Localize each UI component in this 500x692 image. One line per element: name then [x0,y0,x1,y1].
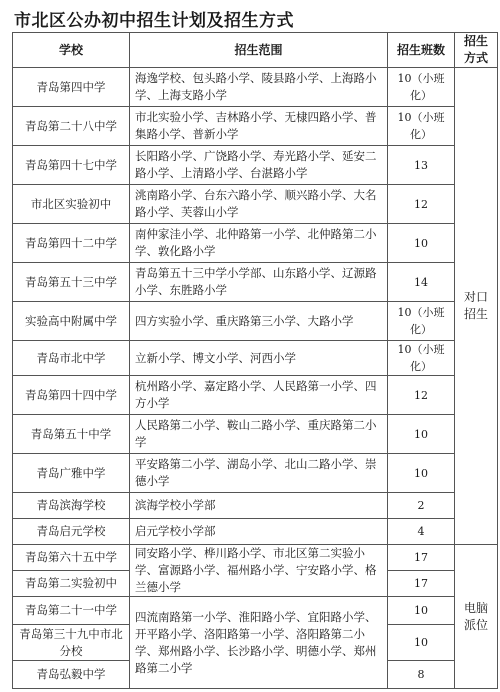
classes-cell: 10 [388,625,455,661]
table-row [13,263,498,302]
range-cell: 滨海学校小学部 [130,493,388,519]
classes-cell: 10（小班化） [388,68,455,107]
classes-cell: 17 [388,571,455,597]
classes-cell: 12 [388,376,455,415]
table-row [13,454,498,493]
school-cell: 青岛滨海学校 [13,493,130,519]
school-cell: 青岛第五十中学 [13,415,130,454]
header-school: 学校 [13,33,130,68]
table-row [13,415,498,454]
page-title: 市北区公办初中招生计划及招生方式 [14,11,294,31]
classes-cell: 10 [388,224,455,263]
school-cell: 青岛第四十二中学 [13,224,130,263]
classes-cell: 2 [388,493,455,519]
school-cell: 青岛第四中学 [13,68,130,107]
enrollment-table [12,32,498,689]
classes-cell: 17 [388,545,455,571]
classes-cell: 12 [388,185,455,224]
range-cell: 青岛第五十三中学小学部、山东路小学、辽源路小学、东胜路小学 [130,263,388,302]
header-method: 招生方式 [455,33,498,68]
range-cell: 市北实验小学、吉林路小学、无棣四路小学、普集路小学、普新小学 [130,107,388,146]
school-cell: 青岛第四十四中学 [13,376,130,415]
range-cell: 人民路第二小学、鞍山二路小学、重庆路第二小学 [130,415,388,454]
range-cell: 立新小学、博文小学、河西小学 [130,341,388,376]
table-row [13,224,498,263]
classes-cell: 10 [388,415,455,454]
school-cell: 青岛第五十三中学 [13,263,130,302]
classes-cell: 8 [388,661,455,689]
range-cell: 海逸学校、包头路小学、陵县路小学、上海路小学、上海支路小学 [130,68,388,107]
table-row [13,68,498,107]
school-cell: 市北区实验初中 [13,185,130,224]
range-cell: 杭州路小学、嘉定路小学、人民路第一小学、四方小学 [130,376,388,415]
table-row [13,545,498,571]
range-cell: 南仲家洼小学、北仲路第一小学、北仲路第二小学、敦化路小学 [130,224,388,263]
table-row [13,341,498,376]
classes-cell: 10 [388,454,455,493]
classes-cell: 10（小班化） [388,107,455,146]
classes-cell: 10（小班化） [388,302,455,341]
classes-cell: 13 [388,146,455,185]
range-cell: 平安路第二小学、湖岛小学、北山二路小学、崇德小学 [130,454,388,493]
table-header-row [13,33,498,68]
range-cell-shared: 同安路小学、桦川路小学、市北区第二实验小学、富源路小学、福州路小学、宁安路小学、格兰德小学 [130,545,388,597]
range-cell: 洮南路小学、台东六路小学、顺兴路小学、大名路小学、芙蓉山小学 [130,185,388,224]
table-row [13,597,498,625]
table-row [13,107,498,146]
range-cell: 长阳路小学、广饶路小学、寿光路小学、延安二路小学、上清路小学、台湛路小学 [130,146,388,185]
table-row [13,146,498,185]
table-row [13,376,498,415]
classes-cell: 4 [388,519,455,545]
range-cell: 四方实验小学、重庆路第三小学、大路小学 [130,302,388,341]
table-row [13,185,498,224]
table-row [13,493,498,519]
school-cell: 青岛第二十八中学 [13,107,130,146]
school-cell: 青岛弘毅中学 [13,661,130,689]
school-cell: 青岛第二实验初中 [13,571,130,597]
school-cell: 青岛第四十七中学 [13,146,130,185]
range-cell: 启元学校小学部 [130,519,388,545]
classes-cell: 10 [388,597,455,625]
school-cell: 青岛广雅中学 [13,454,130,493]
method-cell-lottery: 电脑派位 [455,545,498,689]
table-row [13,302,498,341]
school-cell: 青岛启元学校 [13,519,130,545]
school-cell: 实验高中附属中学 [13,302,130,341]
school-cell: 青岛第三十九中市北分校 [13,625,130,661]
classes-cell: 10（小班化） [388,341,455,376]
classes-cell: 14 [388,263,455,302]
school-cell: 青岛第二十一中学 [13,597,130,625]
school-cell: 青岛市北中学 [13,341,130,376]
school-cell: 青岛第六十五中学 [13,545,130,571]
table-row [13,519,498,545]
range-cell-shared: 四流南路第一小学、淮阳路小学、宜阳路小学、开平路小学、洛阳路第一小学、洛阳路第二小学、郑州路小学、长沙路小学、明德小学、郑州路第二小学 [130,597,388,689]
header-range: 招生范围 [130,33,388,68]
header-classes: 招生班数 [388,33,455,68]
method-cell-direct: 对口招生 [455,68,498,545]
